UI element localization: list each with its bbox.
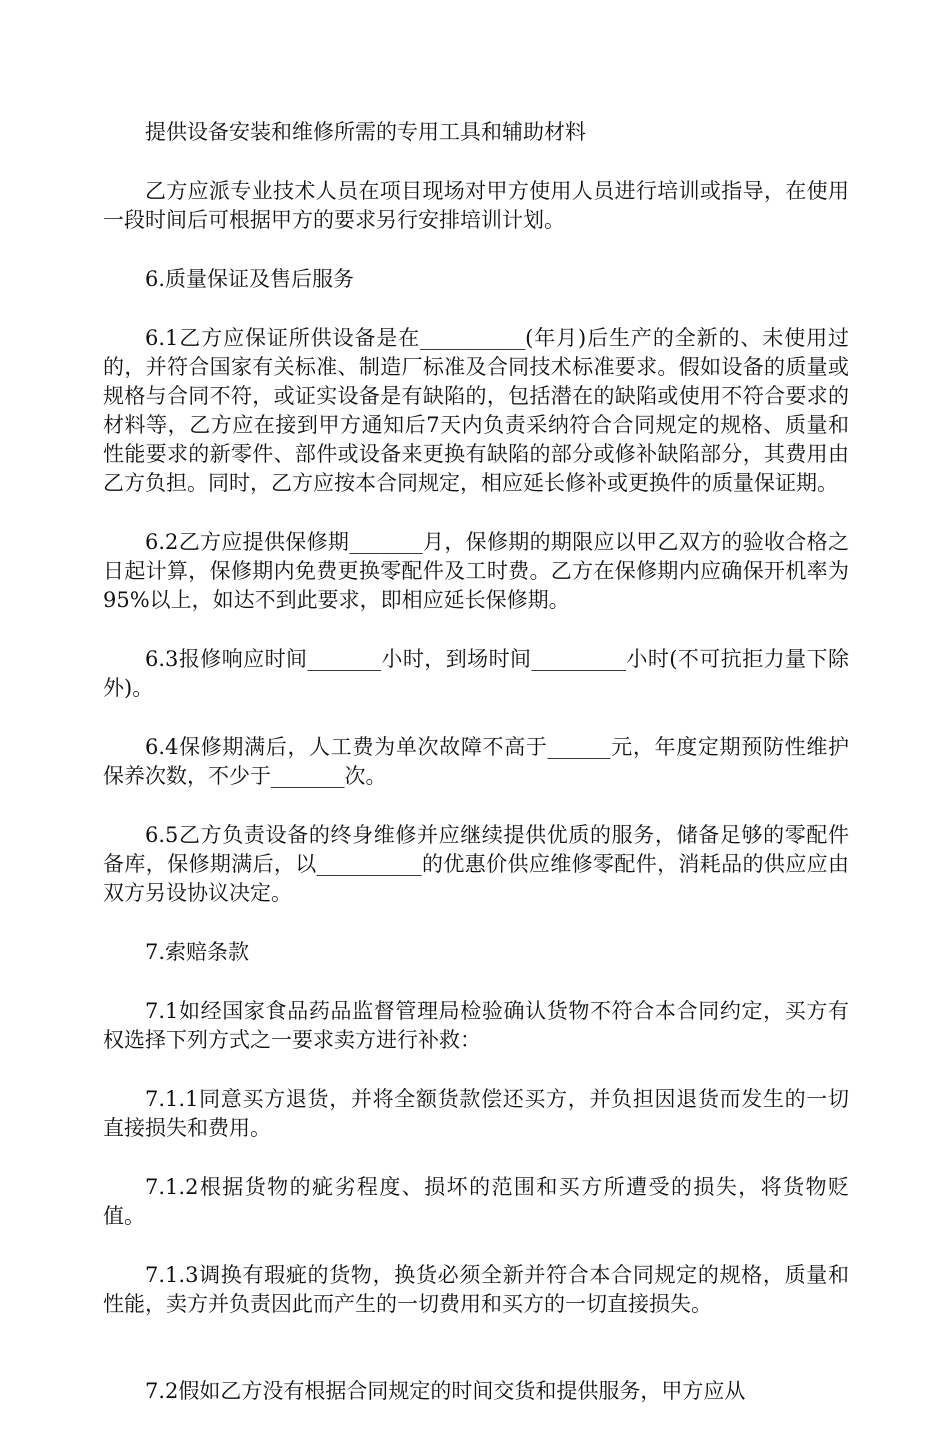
clause-6-1: 6.1乙方应保证所供设备是在__________(年月)后生产的全新的、未使用过的，并符合国家有关标准、制造厂标准及合同技术标准要求。假如设备的质量或规格与合同不符，或证实设备是有缺陷的，包括潜在的缺陷或使用不符合要求的材料等，乙方应在接到甲方通知后7天内负责采纳符合合同规定的规格、质量和性能要求的新零件、部件或设备来更换有缺陷的部分或修补缺陷部分，其费用由乙方负担。同时，乙方应按本合同规定，相应延长修补或更换件的质量保证期。 bbox=[103, 326, 849, 495]
section-heading-quality-warranty: 6.质量保证及售后服务 bbox=[145, 267, 355, 291]
document-page bbox=[103, 118, 849, 1436]
clause-7-1-1: 7.1.1同意买方退货，并将全额货款偿还买方，并负担因退货而发生的一切直接损失和费用。 bbox=[103, 1087, 849, 1140]
clause-6-4: 6.4保修期满后，人工费为单次故障不高于______元，年度定期预防性维护保养次数，不少于_______次。 bbox=[103, 735, 849, 788]
paragraph-training: 乙方应派专业技术人员在项目现场对甲方使用人员进行培训或指导，在使用一段时间后可根据甲方的要求另行安排培训计划。 bbox=[103, 179, 849, 232]
clause-7-1: 7.1如经国家食品药品监督管理局检验确认货物不符合本合同约定，买方有权选择下列方式之一要求卖方进行补救： bbox=[103, 999, 849, 1052]
clause-7-1-2: 7.1.2根据货物的疵劣程度、损坏的范围和买方所遭受的损失，将货物贬值。 bbox=[103, 1175, 849, 1228]
clause-6-5: 6.5乙方负责设备的终身维修并应继续提供优质的服务，储备足够的零配件备库，保修期满后，以__________的优惠价供应维修零配件，消耗品的供应应由双方另设协议决定。 bbox=[103, 823, 849, 905]
paragraph-tools-materials: 提供设备安装和维修所需的专用工具和辅助材料 bbox=[145, 120, 586, 144]
section-heading-claims: 7.索赔条款 bbox=[145, 940, 250, 964]
clause-7-2: 7.2假如乙方没有根据合同规定的时间交货和提供服务，甲方应从 bbox=[145, 1379, 746, 1403]
clause-6-3: 6.3报修响应时间_______小时，到场时间_________小时(不可抗拒力量下除外)。 bbox=[103, 647, 849, 700]
clause-7-1-3: 7.1.3调换有瑕疵的货物，换货必须全新并符合本合同规定的规格，质量和性能，卖方并负责因此而产生的一切费用和买方的一切直接损失。 bbox=[103, 1263, 849, 1316]
clause-6-2: 6.2乙方应提供保修期_______月，保修期的期限应以甲乙双方的验收合格之日起计算，保修期内免费更换零配件及工时费。乙方在保修期内应确保开机率为95%以上，如达不到此要求，即相应延长保修期。 bbox=[103, 530, 849, 612]
